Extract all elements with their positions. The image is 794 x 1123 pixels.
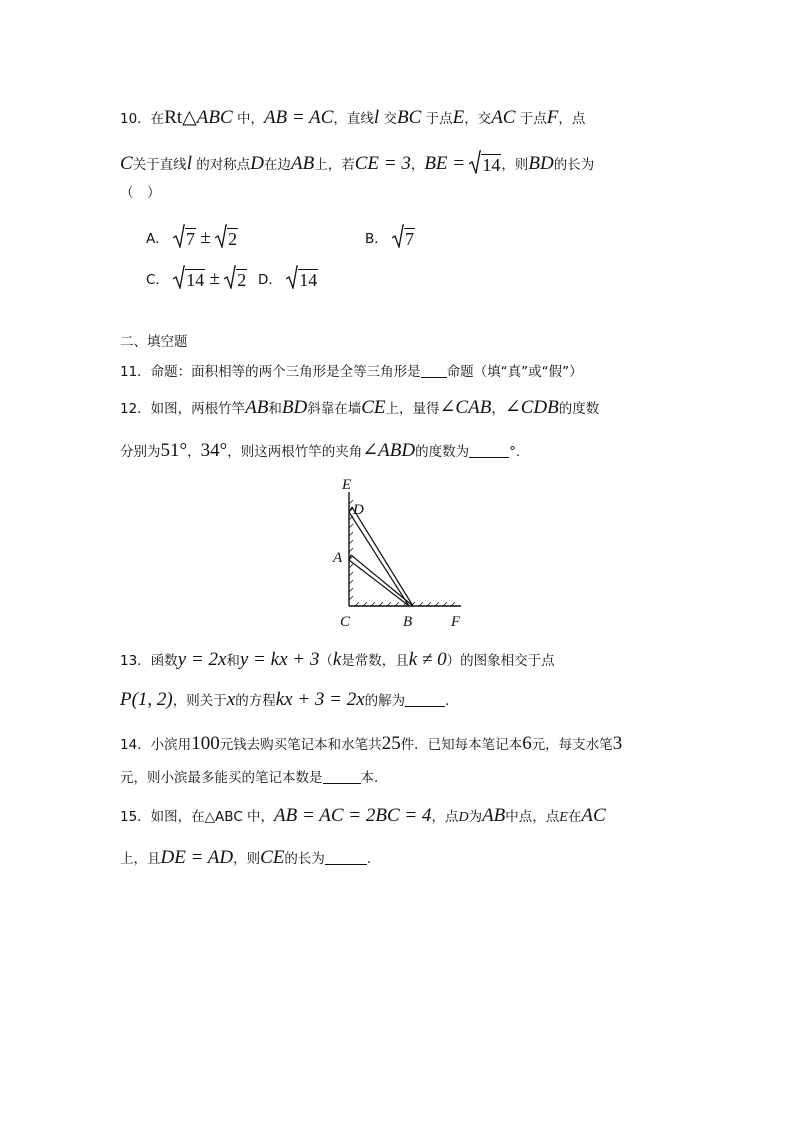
q10-text: 于点 [515, 111, 547, 127]
section-heading-fill-in: 二、填空题 [120, 334, 188, 350]
sqrt-14 [469, 150, 501, 174]
q13-text: 是常数，且 [341, 653, 409, 669]
label-e: E [342, 477, 352, 493]
q11-text: 11．命题：面积相等的两个三角形是全等三角形是 [120, 364, 421, 380]
q11-line [120, 364, 583, 380]
q14-text: 元钱去购买笔记本和水笔共 [219, 737, 382, 753]
sqrt-14 [173, 265, 205, 289]
radical-sign-icon [215, 224, 227, 248]
line-l: l [186, 153, 192, 174]
plus-minus: ± [200, 227, 211, 248]
q14-text: 元，每支水笔 [531, 737, 613, 753]
number-25: 25 [381, 733, 401, 754]
sqrt-14 [286, 265, 318, 289]
line-l: l [373, 107, 380, 128]
sqrt-2 [215, 224, 238, 248]
q14-text: 元，则小滨最多能买的笔记本数是 [120, 770, 323, 786]
q10-text: 关于直线 [132, 157, 187, 173]
angle-cdb: ∠CDB [504, 397, 559, 418]
number-3: 3 [612, 733, 623, 754]
q10-text: 中， [232, 111, 264, 127]
q15-text: 中点，点 [505, 809, 560, 825]
q15-line1 [120, 806, 606, 825]
function-y-kx-3: y = kx + 3 [239, 649, 320, 670]
radicand: 14 [186, 270, 205, 290]
q12-line2 [120, 441, 520, 460]
radicand: 2 [228, 229, 238, 249]
q13-text: 的解为 [364, 693, 406, 709]
point-c: C [120, 153, 133, 174]
q12-text: °. [509, 444, 521, 460]
q14-text: 14．小滨用 [120, 737, 192, 753]
angle-value-51: 51° [160, 440, 188, 461]
q10-number: 10．在 [120, 111, 165, 127]
radicand: 7 [186, 229, 196, 249]
q12-answer-blank[interactable] [469, 444, 509, 458]
q13-line1 [120, 650, 555, 669]
q12-text: 12．如图，两根竹竿 [120, 401, 246, 417]
q15-answer-blank[interactable] [325, 851, 367, 865]
option-c-label: C． [146, 272, 169, 288]
q13-text: ）的图象相交于点 [446, 653, 555, 669]
q10-option-c[interactable] [146, 265, 247, 289]
var-x: x [226, 689, 236, 710]
radical-sign-icon [173, 265, 185, 289]
q10-text: 在边 [264, 157, 291, 173]
segment-ab: AB [482, 805, 506, 826]
triangle-abc: ABC [196, 107, 233, 128]
point-e: E [452, 107, 465, 128]
equation: kx + 3 = 2x [275, 689, 365, 710]
label-f: F [451, 614, 461, 630]
segment-bd: BD [528, 153, 554, 174]
q15-text: ，点 [431, 809, 459, 825]
q11-text: 命题（填“真”或“假”） [446, 364, 583, 380]
label-c: C [340, 614, 351, 630]
function-y-2x: y = 2x [177, 649, 227, 670]
q13-line2 [120, 690, 449, 709]
segment-ce: CE [260, 847, 285, 868]
radicand: 2 [237, 270, 247, 290]
point-f: F [546, 107, 559, 128]
q15-text: ，则 [233, 851, 261, 867]
segment-bd: BD [281, 397, 308, 418]
angle-cab: ∠CAB [439, 397, 492, 418]
point-p: P(1, 2) [120, 689, 173, 710]
q10-answer-paren: （ ） [120, 185, 161, 201]
q11-answer-blank[interactable] [421, 364, 447, 378]
option-b-label: B． [365, 231, 388, 247]
q15-text: 为 [468, 809, 483, 825]
point-d: D [250, 153, 264, 174]
q12-text: ，则这两根竹竿的夹角 [227, 444, 363, 460]
q15-text: 15．如图，在△ABC 中， [120, 809, 275, 825]
q10-line1 [120, 108, 585, 127]
q12-text: ， [491, 401, 505, 417]
plus-minus: ± [209, 268, 220, 289]
q12-line1 [120, 398, 599, 417]
number-6: 6 [522, 733, 532, 754]
radical-sign-icon [286, 265, 298, 289]
label-b: B [403, 614, 413, 630]
radicand: 7 [405, 229, 415, 249]
radical-sign-icon [173, 224, 185, 248]
angle-value-34: 34° [200, 440, 228, 461]
radicand: 14 [482, 155, 501, 175]
be-equals: BE = [424, 153, 466, 174]
radical-sign-icon [469, 150, 481, 174]
q15-text: 在 [567, 809, 582, 825]
point-e: E [559, 810, 568, 825]
label-d: D [353, 502, 364, 518]
q14-line1 [120, 734, 622, 753]
q14-text: 本. [360, 770, 379, 786]
q10-text: 的长为 [553, 157, 595, 173]
q12-text: ， [187, 444, 201, 460]
var-k: k [332, 649, 342, 670]
q15-line2 [120, 848, 371, 867]
q14-line2 [120, 770, 378, 786]
q10-text: 交 [379, 111, 397, 127]
q13-text: ，则关于 [172, 693, 227, 709]
q10-text: 于点 [421, 111, 453, 127]
q12-text: 的度数为 [415, 444, 470, 460]
sqrt-7 [392, 224, 415, 248]
q12-text: 上，量得 [385, 401, 440, 417]
radical-sign-icon [392, 224, 404, 248]
radicand: 14 [299, 270, 318, 290]
q13-answer-blank[interactable] [405, 693, 445, 707]
q13-text: 13．函数 [120, 653, 178, 669]
q12-text: 斜靠在墙 [307, 401, 362, 417]
rt-triangle-symbol: Rt△ [164, 107, 197, 128]
wall-ce: CE [361, 397, 386, 418]
q10-text: ，则 [501, 157, 529, 173]
ab-equals-ac: AB = AC [263, 107, 334, 128]
q13-text: 的方程 [235, 693, 276, 709]
q12-text: 的度数 [558, 401, 600, 417]
q10-text: 的对称点 [191, 157, 251, 173]
segment-ab: AB [245, 397, 269, 418]
q13-text: . [445, 693, 450, 709]
q15-text: 的长为 [284, 851, 325, 867]
q12-text: 分别为 [120, 444, 161, 460]
q10-line2 [120, 150, 594, 174]
q13-text: （ [319, 653, 333, 669]
q10-option-d[interactable] [258, 265, 318, 289]
equation-ab-ac: AB = AC = 2BC = 4 [274, 805, 432, 826]
q10-text: ， [410, 157, 425, 173]
q15-text: 上，且 [120, 851, 161, 867]
geometry-diagram [325, 474, 475, 634]
q10-text: ，交 [464, 111, 492, 127]
equation-de-ad: DE = AD [160, 847, 234, 868]
sqrt-7 [173, 224, 196, 248]
q12-text: 和 [268, 401, 282, 417]
q10-option-a[interactable] [146, 224, 238, 248]
segment-ac: AC [581, 805, 606, 826]
option-a-label: A． [146, 231, 169, 247]
pole-bd [349, 507, 413, 606]
segment-bc: BC [397, 107, 422, 128]
angle-abd: ∠ABD [362, 440, 416, 461]
q15-text: . [366, 851, 372, 867]
q10-text: 上，若 [314, 157, 355, 173]
point-d: D [458, 810, 469, 825]
segment-ac: AC [491, 107, 516, 128]
bamboo-poles-figure [325, 474, 475, 638]
q13-text: 和 [226, 653, 240, 669]
q14-answer-blank[interactable] [323, 770, 361, 784]
ce-equals-3: CE = 3 [354, 153, 411, 174]
label-a: A [333, 550, 343, 566]
q14-text: 件．已知每本笔记本 [400, 737, 523, 753]
q10-option-b[interactable] [365, 224, 415, 248]
k-not-zero: k ≠ 0 [408, 649, 447, 670]
q10-text: ，直线 [333, 111, 374, 127]
radical-sign-icon [224, 265, 236, 289]
segment-ab: AB [291, 153, 315, 174]
option-d-label: D． [258, 272, 282, 288]
sqrt-2 [224, 265, 247, 289]
q10-text: ，点 [558, 111, 586, 127]
number-100: 100 [191, 733, 220, 754]
